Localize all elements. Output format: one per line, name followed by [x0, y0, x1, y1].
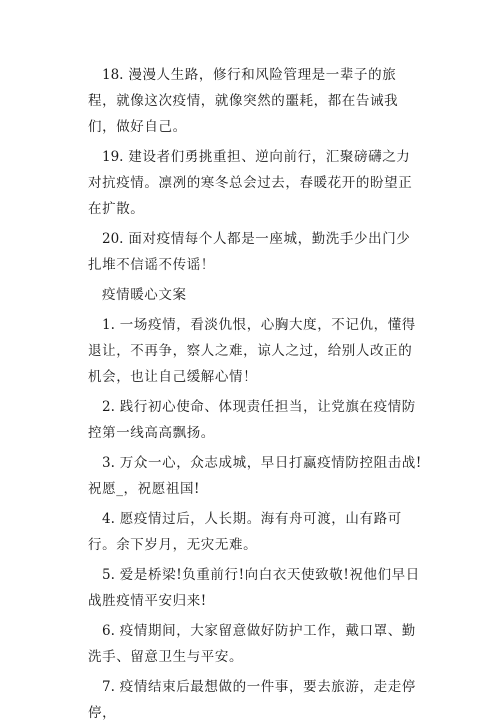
item-text: 爱是桥梁!负重前行!向白衣天使致敬!祝他们早日战胜疫情平安归来! — [88, 567, 420, 609]
list-item-19 — [88, 144, 422, 222]
item-number: 4. — [102, 511, 115, 527]
list-item-2 — [88, 394, 422, 446]
list-item-1 — [88, 312, 422, 390]
item-number: 19. — [102, 149, 124, 165]
list-item-7 — [88, 674, 422, 726]
list-item-18 — [88, 62, 422, 140]
item-number: 1. — [102, 317, 115, 333]
list-item-20 — [88, 226, 422, 278]
item-text: 践行初心使命、体现责任担当，让党旗在疫情防控第一线高高飘扬。 — [88, 399, 416, 441]
item-number: 3. — [102, 455, 115, 471]
list-item-5 — [88, 562, 422, 614]
item-text: 疫情结束后最想做的一件事，要去旅游，走走停停， — [88, 679, 416, 721]
list-item-3 — [88, 450, 422, 502]
item-number: 6. — [102, 623, 115, 639]
item-number: 5. — [102, 567, 115, 583]
item-text: 愿疫情过后，人长期。海有舟可渡，山有路可行。余下岁月，无灾无难。 — [88, 511, 402, 553]
section-heading: 疫情暖心文案 — [102, 287, 187, 303]
item-number: 18. — [102, 67, 124, 83]
item-text: 漫漫人生路，修行和风险管理是一辈子的旅程，就像这次疫情，就像突然的噩耗，都在告诫我们，做好自己。 — [88, 67, 399, 135]
list-item-4 — [88, 506, 422, 558]
item-text: 面对疫情每个人都是一座城，勤洗手少出门少扎堆不信谣不传谣！ — [88, 231, 411, 273]
item-text: 建设者们勇挑重担、逆向前行，汇聚磅礴之力对抗疫情。凛冽的寒冬总会过去，春暖花开的盼望正在扩散。 — [88, 149, 413, 217]
item-text: 一场疫情，看淡仇恨，心胸大度，不记仇，懂得退让，不再争，察人之难，谅人之过，给别人改正的机会，也让自己缓解心情！ — [88, 317, 416, 385]
list-item-6 — [88, 618, 422, 670]
item-number: 20. — [102, 231, 124, 247]
item-number: 2. — [102, 399, 115, 415]
item-number: 7. — [102, 679, 115, 695]
item-text: 疫情期间，大家留意做好防护工作，戴口罩、勤洗手、留意卫生与平安。 — [88, 623, 416, 665]
item-text: 万众一心，众志成城，早日打赢疫情防控阻击战!祝愿_，祝愿祖国! — [88, 455, 422, 497]
